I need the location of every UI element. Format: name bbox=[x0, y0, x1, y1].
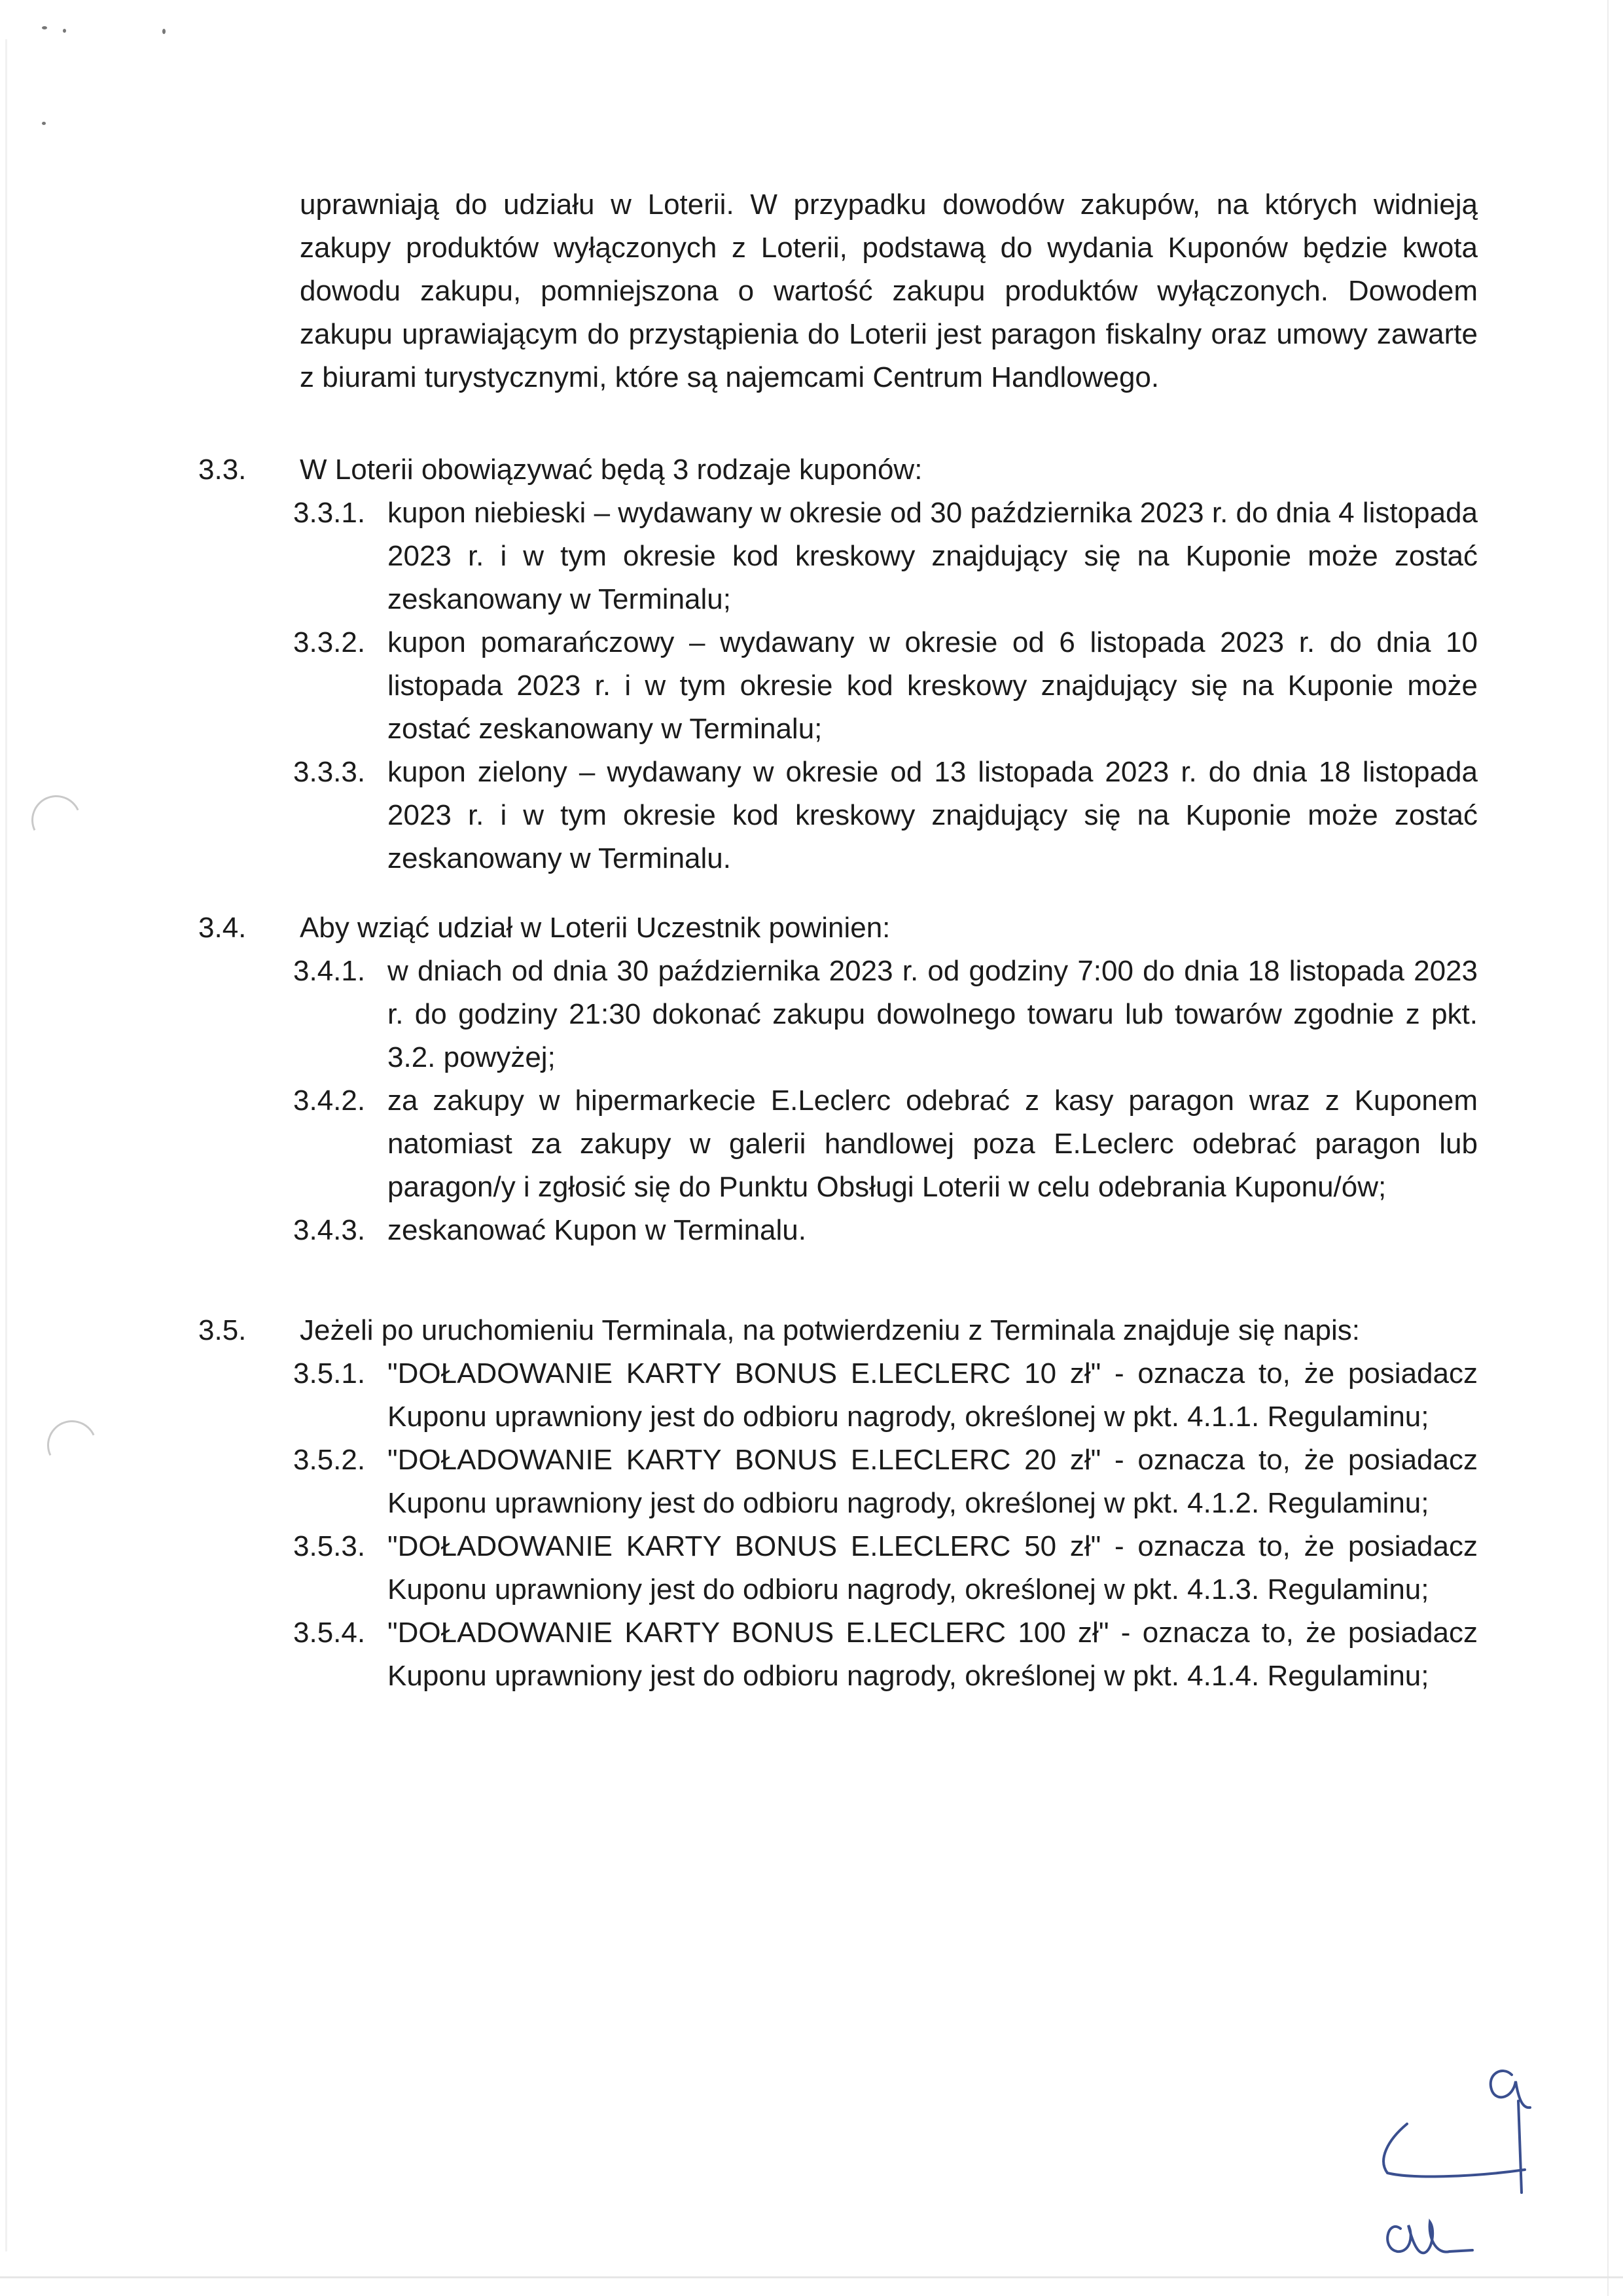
item-number: 3.5.2. bbox=[293, 1444, 366, 1476]
document-body bbox=[198, 183, 1478, 1692]
item-number: 3.5.1. bbox=[293, 1357, 366, 1390]
scan-left-edge bbox=[5, 39, 7, 2251]
handwritten-signature bbox=[1361, 2062, 1584, 2278]
list-item bbox=[293, 1525, 1478, 1611]
scan-right-edge bbox=[1607, 0, 1609, 2296]
item-text: w dniach od dnia 30 października 2023 r. od godziny 7:00 do dnia 18 listopada 2023 r. do godziny 21:30 dokonać zakupu dowolnego towaru lub towarów zgodnie z pkt. 3.2. powyżej; bbox=[387, 955, 1478, 1073]
section-3-4 bbox=[198, 906, 1478, 1252]
list-item bbox=[293, 492, 1478, 621]
item-number: 3.4.1. bbox=[293, 955, 366, 987]
section-heading: Jeżeli po uruchomieniu Terminala, na potwierdzeniu z Terminala znajduje się napis: bbox=[300, 1314, 1360, 1346]
section-3-3 bbox=[198, 448, 1478, 880]
item-number: 3.3.2. bbox=[293, 626, 366, 658]
scan-speck bbox=[42, 122, 46, 125]
section-heading: Aby wziąć udział w Loterii Uczestnik powinien: bbox=[300, 912, 891, 944]
item-number: 3.3.3. bbox=[293, 756, 366, 788]
list-item bbox=[293, 1079, 1478, 1209]
scan-speck bbox=[42, 26, 47, 29]
item-text: "DOŁADOWANIE KARTY BONUS E.LECLERC 50 zł" - oznacza to, że posiadacz Kuponu uprawniony jest do odbioru nagrody, określonej w pkt. 4.1.3. Regulaminu; bbox=[387, 1530, 1478, 1605]
intro-paragraph: uprawniają do udziału w Loterii. W przypadku dowodów zakupów, na których widnieją zakupy produktów wyłączonych z Loterii, podstawą do wydania Kuponów będzie kwota dowodu zakupu, pomniejszona o wartość zakupu produktów wyłączonych. Dowodem zakupu uprawiającym do przystąpienia do Loterii jest paragon fiskalny oraz umowy zawarte z biurami turystycznymi, które są najemcami Centrum Handlowego. bbox=[300, 188, 1478, 393]
item-number: 3.3.1. bbox=[293, 497, 366, 529]
section-number: 3.5. bbox=[198, 1314, 247, 1346]
list-item bbox=[293, 621, 1478, 751]
item-text: "DOŁADOWANIE KARTY BONUS E.LECLERC 20 zł" - oznacza to, że posiadacz Kuponu uprawniony jest do odbioru nagrody, określonej w pkt. 4.1.2. Regulaminu; bbox=[387, 1444, 1478, 1519]
scan-speck bbox=[162, 29, 166, 34]
item-text: "DOŁADOWANIE KARTY BONUS E.LECLERC 10 zł" - oznacza to, że posiadacz Kuponu uprawniony jest do odbioru nagrody, określonej w pkt. 4.1.1. Regulaminu; bbox=[387, 1357, 1478, 1433]
list-item bbox=[293, 1352, 1478, 1439]
list-item bbox=[293, 1611, 1478, 1698]
item-number: 3.4.3. bbox=[293, 1214, 366, 1246]
item-number: 3.4.2. bbox=[293, 1085, 366, 1117]
scan-speck bbox=[63, 29, 66, 33]
section-heading: W Loterii obowiązywać będą 3 rodzaje kuponów: bbox=[300, 454, 923, 486]
list-item bbox=[293, 751, 1478, 880]
section-number: 3.3. bbox=[198, 454, 247, 486]
list-item bbox=[293, 950, 1478, 1079]
item-text: "DOŁADOWANIE KARTY BONUS E.LECLERC 100 zł" - oznacza to, że posiadacz Kuponu uprawniony jest do odbioru nagrody, określonej w pkt. 4.1.4. Regulaminu; bbox=[387, 1617, 1478, 1692]
section-number: 3.4. bbox=[198, 912, 247, 944]
item-text: kupon pomarańczowy – wydawany w okresie od 6 listopada 2023 r. do dnia 10 listopada 2023 r. i w tym okresie kod kreskowy znajdujący się na Kuponie może zostać zeskanowany w Terminalu; bbox=[387, 626, 1478, 745]
item-text: zeskanować Kupon w Terminalu. bbox=[387, 1214, 806, 1246]
item-text: kupon niebieski – wydawany w okresie od 30 października 2023 r. do dnia 4 listopada 2023 r. i w tym okresie kod kreskowy znajdujący się na Kuponie może zostać zeskanowany w Terminalu; bbox=[387, 497, 1478, 615]
punch-hole-mark bbox=[40, 1413, 103, 1477]
punch-hole-mark bbox=[24, 788, 88, 852]
section-3-5 bbox=[198, 1309, 1478, 1698]
item-number: 3.5.3. bbox=[293, 1530, 366, 1562]
list-item bbox=[293, 1209, 1478, 1252]
item-text: za zakupy w hipermarkecie E.Leclerc odebrać z kasy paragon wraz z Kuponem natomiast za zakupy w galerii handlowej poza E.Leclerc odebrać paragon lub paragon/y i zgłosić się do Punktu Obsługi Loterii w celu odebrania Kuponu/ów; bbox=[387, 1085, 1478, 1203]
list-item bbox=[293, 1439, 1478, 1525]
item-number: 3.5.4. bbox=[293, 1617, 366, 1649]
item-text: kupon zielony – wydawany w okresie od 13 listopada 2023 r. do dnia 18 listopada 2023 r. i w tym okresie kod kreskowy znajdujący się na Kuponie może zostać zeskanowany w Terminalu. bbox=[387, 756, 1478, 874]
